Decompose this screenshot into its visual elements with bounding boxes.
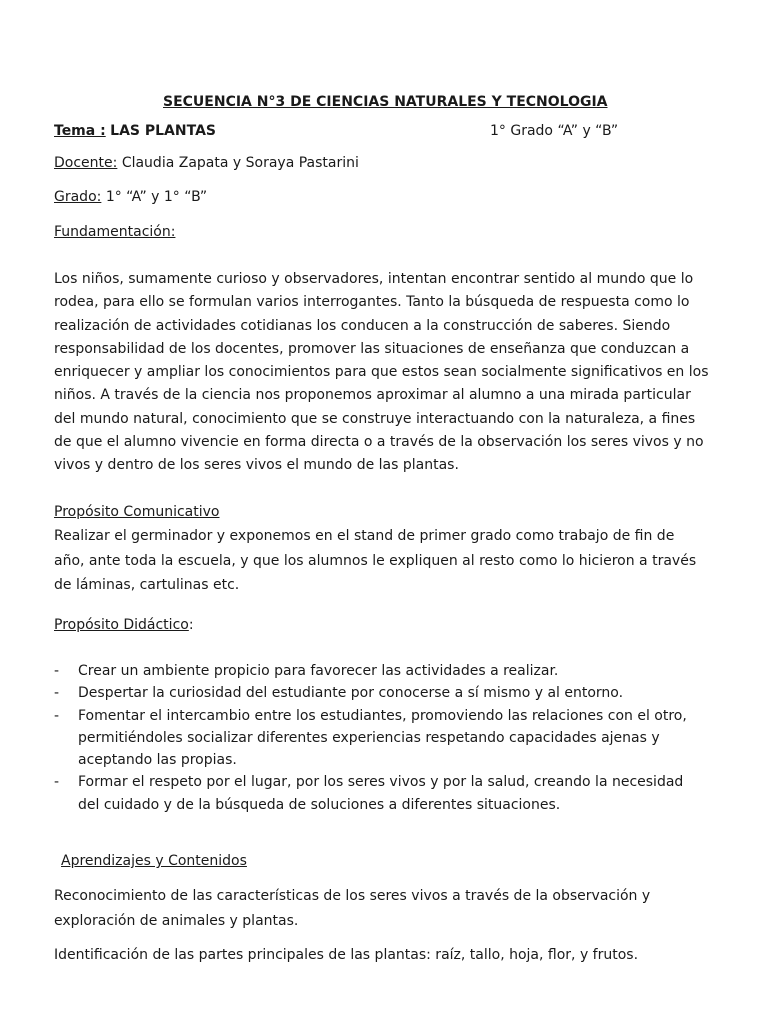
tema-row	[54, 121, 216, 141]
list-item	[54, 771, 714, 816]
list-item-line: aceptando las propias.	[78, 752, 237, 769]
list-item-line: Formar el respeto por el lugar, por los seres vivos y por la salud, creando la necesidad	[78, 774, 684, 791]
aprendizajes-heading: Aprendizajes y Contenidos	[61, 853, 247, 869]
paragraph-line: Realizar el germinador y exponemos en el stand de primer grado como trabajo de fin de	[54, 528, 675, 544]
proposito-didactico-heading: Propósito Didáctico	[54, 617, 189, 633]
proposito-didactico-list	[54, 660, 714, 816]
paragraph-line: Reconocimiento de las características de los seres vivos a través de la observación y	[54, 888, 651, 904]
proposito-comunicativo-paragraph	[54, 524, 714, 598]
identificacion-line: Identificación de las partes principales de las plantas: raíz, tallo, hoja, flor, y frutos.	[54, 947, 639, 963]
paragraph-line: año, ante toda la escuela, y que los alumnos le expliquen al resto como lo hicieron a través	[54, 552, 697, 569]
bullet-dash: -	[54, 774, 60, 791]
proposito-comunicativo-heading: Propósito Comunicativo	[54, 504, 220, 520]
bullet-dash: -	[54, 685, 60, 702]
list-item-line: Crear un ambiente propicio para favorecer las actividades a realizar.	[78, 663, 559, 679]
paragraph-line: vivos y dentro de los seres vivos el mundo de las plantas.	[54, 457, 459, 474]
proposito-didactico-colon: :	[188, 617, 194, 633]
paragraph-line: niños. A través de la ciencia nos proponemos aproximar al alumno a una mirada particular	[54, 387, 691, 404]
docente-label: Docente:	[54, 155, 118, 171]
paragraph-line: del mundo natural, conocimiento que se construye interactuando con la naturaleza, a fines	[54, 410, 696, 427]
paragraph-line: enriquecer y ampliar los conocimientos para que estos sean socialmente significativos en los	[54, 364, 709, 381]
grado-header-right: 1° Grado “A” y “B”	[490, 123, 619, 139]
paragraph-line: realización de actividades cotidianas los conducen a la construcción de saberes. Siendo	[54, 317, 671, 334]
paragraph-line: Los niños, sumamente curioso y observadores, intentan encontrar sentido al mundo que lo	[54, 271, 694, 287]
list-item-line: permitiéndoles socializar diferentes experiencias respetando capacidades ajenas y	[78, 729, 660, 746]
list-item-line: del cuidado y de la búsqueda de soluciones a diferentes situaciones.	[78, 796, 561, 813]
grado-value: 1° “A” y 1° “B”	[105, 189, 208, 205]
fundamentacion-paragraph	[54, 268, 714, 478]
paragraph-line: exploración de animales y plantas.	[54, 913, 299, 929]
fundamentacion-heading: Fundamentación:	[54, 224, 176, 240]
list-item-line: Despertar la curiosidad del estudiante por conocerse a sí mismo y al entorno.	[78, 685, 624, 702]
paragraph-line: de láminas, cartulinas etc.	[54, 577, 240, 593]
docente-row	[54, 153, 359, 173]
bullet-dash: -	[54, 707, 60, 724]
bullet-dash: -	[54, 663, 60, 679]
paragraph-line: de que el alumno vivencie en forma directa o a través de la observación los seres vivos y no	[54, 434, 704, 451]
paragraph-line: responsabilidad de los docentes, promover las situaciones de enseñanza que conduzcan a	[54, 340, 690, 357]
list-item	[54, 660, 714, 682]
list-item	[54, 705, 714, 772]
grado-label: Grado:	[54, 189, 102, 205]
document-title: SECUENCIA N°3 DE CIENCIAS NATURALES Y TECNOLOGIA	[163, 94, 608, 110]
docente-value: Claudia Zapata y Soraya Pastarini	[121, 155, 359, 171]
tema-label: Tema :	[54, 123, 106, 139]
proposito-didactico-row	[54, 615, 194, 635]
aprendizajes-paragraph	[54, 884, 714, 934]
list-item-line: Fomentar el intercambio entre los estudiantes, promoviendo las relaciones con el otro,	[78, 707, 687, 724]
tema-value: LAS PLANTAS	[110, 123, 216, 139]
grado-row	[54, 187, 207, 207]
list-item	[54, 682, 714, 704]
paragraph-line: rodea, para ello se formulan varios interrogantes. Tanto la búsqueda de respuesta como lo	[54, 294, 690, 311]
